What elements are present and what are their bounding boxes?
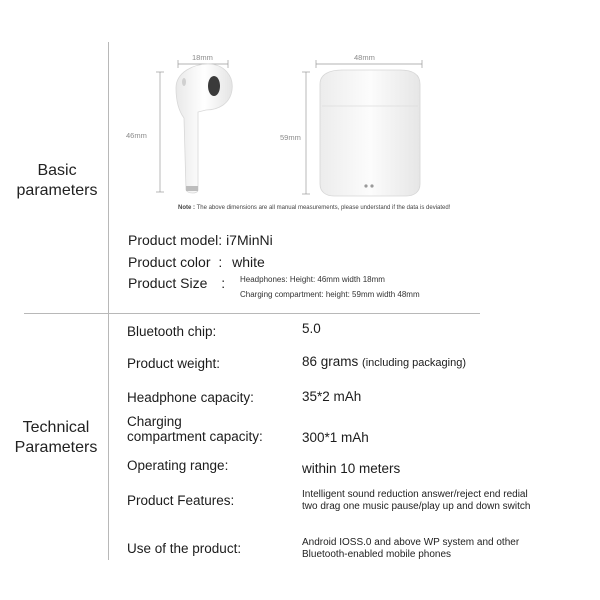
product-features-label: Product Features: — [127, 493, 235, 508]
case-height-text: 59mm — [280, 133, 301, 142]
product-color-row — [128, 254, 265, 270]
product-size-separator: : — [221, 275, 226, 291]
use-of-product-label: Use of the product: — [127, 541, 242, 556]
earbud-illustration — [176, 64, 232, 193]
charging-case-illustration — [320, 70, 420, 196]
product-model-row — [128, 232, 273, 248]
product-features-value: Intelligent sound reduction answer/reject end redial two drag one music pause/play up and down switch — [302, 489, 531, 512]
bluetooth-chip-value: 5.0 — [302, 321, 321, 336]
headphone-capacity-label: Headphone capacity: — [127, 390, 254, 405]
technical-label-line2: Parameters — [14, 439, 98, 456]
note-text: The above dimensions are all manual measurements, please understand if the data is deviated! — [196, 205, 451, 211]
use-of-product-value: Android IOSS.0 and above WP system and other Bluetooth-enabled mobile phones — [302, 537, 520, 560]
earbud-height-dimension — [156, 72, 164, 192]
product-color-value: white — [232, 254, 265, 270]
earbud-height-text: 46mm — [126, 131, 147, 140]
note-label: Note : — [178, 205, 195, 211]
product-model-label: Product model: — [128, 232, 223, 248]
case-height-dimension — [302, 72, 310, 194]
basic-label-line2: parameters — [16, 182, 98, 199]
section-divider — [24, 313, 480, 314]
case-capacity-value: 300*1 mAh — [302, 430, 369, 445]
operating-range-value: within 10 meters — [302, 461, 401, 476]
product-color-separator: : — [218, 254, 223, 270]
bluetooth-chip-label: Bluetooth chip: — [127, 324, 217, 339]
basic-parameters-label — [8, 161, 106, 201]
product-size-values — [240, 274, 420, 300]
column-divider — [108, 42, 109, 560]
product-weight-label: Product weight: — [127, 356, 221, 371]
weight-note: (including packaging) — [362, 357, 466, 369]
dimension-note — [178, 205, 450, 211]
size-charging-compartment: Charging compartment: height: 59mm width 48mm — [240, 290, 420, 299]
case-capacity-label — [127, 414, 263, 444]
size-headphones: Headphones: Height: 46mm width 18mm — [240, 275, 385, 284]
basic-label-line1: Basic — [37, 162, 77, 179]
technical-parameters-label — [4, 418, 108, 458]
product-model-value: i7MinNi — [226, 232, 273, 248]
earbud-width-text: 18mm — [192, 53, 213, 62]
headphone-capacity-value: 35*2 mAh — [302, 389, 362, 404]
operating-range-label: Operating range: — [127, 458, 229, 473]
dimension-figure — [110, 44, 550, 204]
product-size-row — [128, 275, 229, 291]
product-color-label: Product color — [128, 254, 211, 270]
case-capacity-label-line1: Charging — [127, 414, 182, 429]
product-weight-value — [302, 354, 466, 371]
technical-label-line1: Technical — [22, 419, 90, 436]
case-capacity-label-line2: compartment capacity: — [127, 429, 263, 444]
case-width-text: 48mm — [354, 53, 375, 62]
weight-grams: 86 grams — [302, 354, 359, 369]
product-size-label: Product Size — [128, 275, 208, 291]
